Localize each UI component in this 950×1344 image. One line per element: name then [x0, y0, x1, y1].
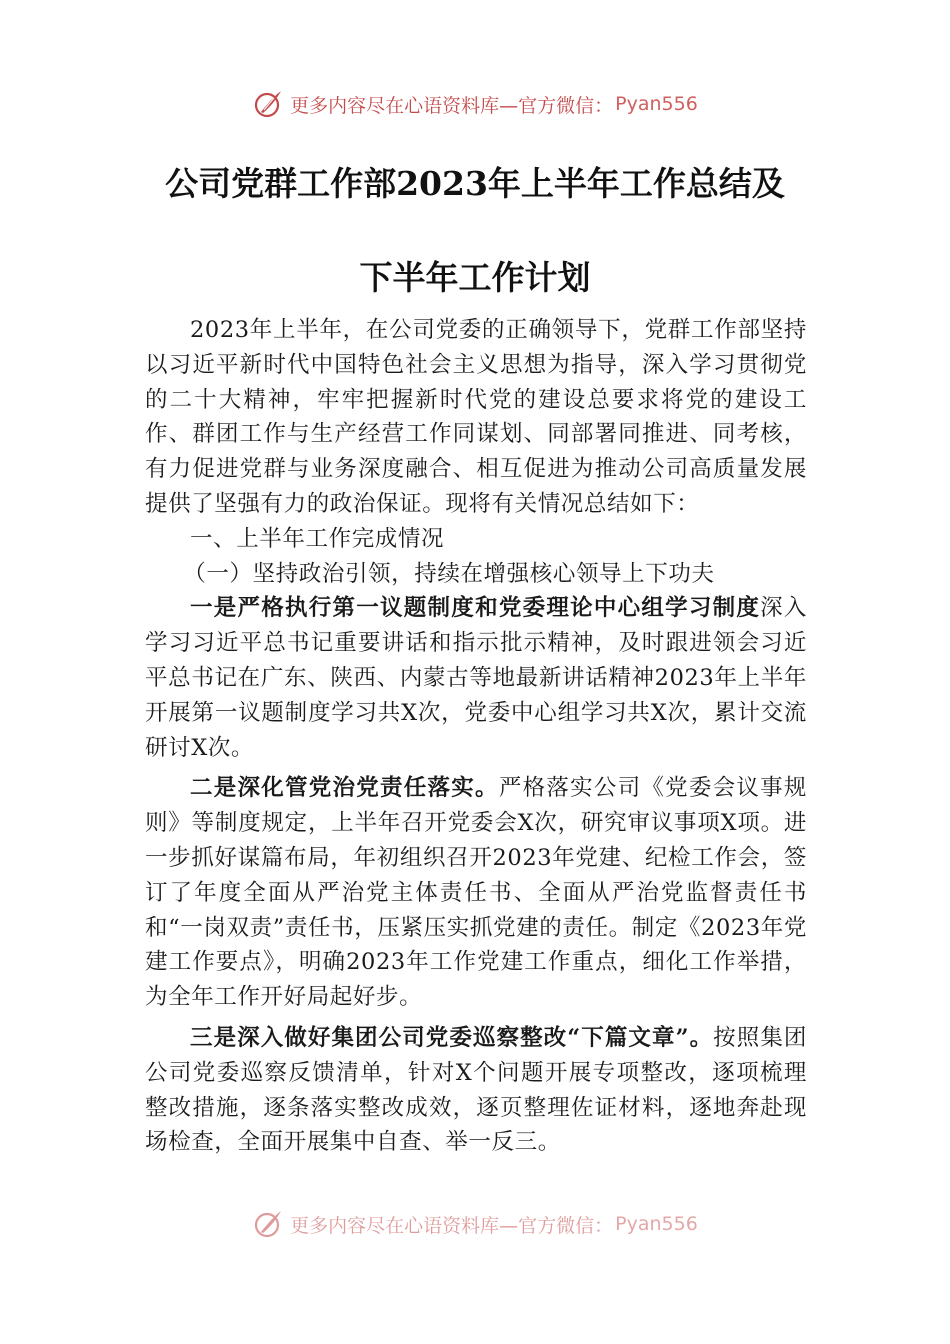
item-3-lead: 三是深入做好集团公司党委巡察整改“下篇文章”。 — [190, 1024, 714, 1051]
item-3-body: 按照集团公司党委巡察反馈清单，针对X个问题开展专项整改，逐项梳理整改措施，逐条落实整改成效，逐页整理佐证材料，逐地奔赴现场检查，全面开展集中自查、举一反三。 — [145, 1024, 808, 1156]
watermark-text: 更多内容尽在心语资料库—官方微信： — [290, 1214, 614, 1237]
document-title-line1: 公司党群工作部2023年上半年工作总结及 — [165, 164, 785, 203]
item-paragraph-2 — [145, 771, 807, 1015]
quill-logo-icon — [252, 1208, 284, 1240]
item-paragraph-1 — [145, 591, 807, 765]
watermark-header — [0, 84, 950, 124]
item-paragraph-3 — [145, 1021, 807, 1160]
watermark-account: Pyan556 — [615, 1213, 698, 1235]
item-2-lead: 二是深化管党治党责任落实。 — [190, 775, 499, 802]
item-1-lead: 一是严格执行第一议题制度和党委理论中心组学习制度 — [190, 595, 761, 622]
document-body — [145, 313, 807, 1160]
subsection-heading: （一）坚持政治引领，持续在增强核心领导上下功夫 — [183, 560, 715, 587]
document-title-line2: 下半年工作计划 — [359, 258, 591, 297]
section-heading: 一、上半年工作完成情况 — [190, 525, 445, 552]
intro-paragraph: 2023年上半年，在公司党委的正确领导下，党群工作部坚持以习近平新时代中国特色社会主义思想为指导，深入学习贯彻党的二十大精神，牢牢把握新时代党的建设总要求将党的建设工作、群团工作与生产经营工作同谋划、同部署同推进、同考核，有力促进党群与业务深度融合、相互促进为推动公司高质量发展提供了坚强有力的政治保证。现将有关情况总结如下： — [145, 317, 807, 517]
watermark-text: 更多内容尽在心语资料库—官方微信： — [290, 94, 614, 117]
watermark-footer — [0, 1204, 950, 1244]
watermark-account: Pyan556 — [615, 93, 698, 115]
item-1-body: 深入学习习近平总书记重要讲话和指示批示精神，及时跟进领会习近平总书记在广东、陕西、内蒙古等地最新讲话精神2023年上半年开展第一议题制度学习共X次，党委中心组学习共X次，累计交流研讨X次。 — [145, 595, 807, 761]
item-2-body: 严格落实公司《党委会议事规则》等制度规定，上半年召开党委会X次，研究审议事项X项。进一步抓好谋篇布局，年初组织召开2023年党建、纪检工作会，签订了年度全面从严治党主体责任书、全面从严治党监督责任书和“一岗双责”责任书，压紧压实抓党建的责任。制定《2023年党建工作要点》，明确2023年工作党建工作重点，细化工作举措，为全年工作开好局起好步。 — [145, 775, 807, 1011]
quill-logo-icon — [252, 88, 284, 120]
